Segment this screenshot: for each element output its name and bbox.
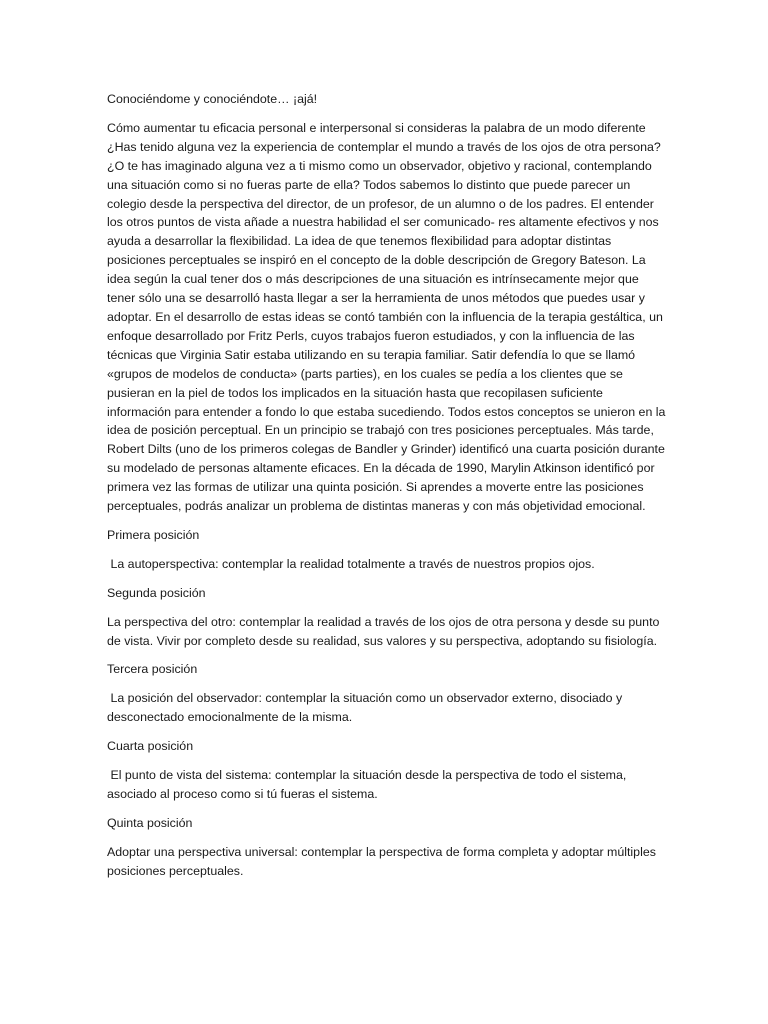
section-heading-primera: Primera posición xyxy=(107,527,200,542)
section-text-quinta: Adoptar una perspectiva universal: contemplar la perspectiva de forma completa y adoptar múltiples posiciones perceptuales. xyxy=(107,844,656,878)
document-page xyxy=(107,90,667,891)
section-heading-segunda: Segunda posición xyxy=(107,585,206,600)
section-text-cuarta: El punto de vista del sistema: contemplar la situación desde la perspectiva de todo el sistema, asociado al proceso como si tú fueras el sistema. xyxy=(107,768,627,801)
intro-paragraph: Cómo aumentar tu eficacia personal e interpersonal si consideras la palabra de un modo diferente ¿Has tenido alguna vez la experiencia de contemplar el mundo a través de los ojos de otra persona? ¿O te has imaginado alguna vez a ti mismo como un observador, objetivo y racional, contemplando una situación como si no fueras parte de ella? Todos sabemos lo distinto que puede parecer un colegio desde la perspectiva del director, de un profesor, de un alumno o de los padres. El entender los otros puntos de vista añade a nuestra habilidad el ser comunicado- res altamente efectivos y nos ayuda a desarrollar la flexibilidad. La idea de que tenemos flexibilidad para adoptar distintas posiciones perceptuales se inspiró en el concepto de la doble descripción de Gregory Bateson. La idea según la cual tener dos o más descripciones de una situación es intrínsecamente mejor que tener sólo una se desarrolló hasta llegar a ser la herramienta de unos métodos que puedes usar y adoptar. En el desarrollo de estas ideas se contó también con la influencia de la terapia gestáltica, un enfoque desarrollado por Fritz Perls, cuyos trabajos fueron estudiados, y con la influencia de las técnicas que Virginia Satir estaba utilizando en su terapia familiar. Satir defendía lo que se llamó «grupos de modelos de conducta» (parts parties), en los cuales se pedía a los clientes que se pusieran en la piel de todos los implicados en la situación hasta que recopilasen suficiente información para entender a fondo lo que estaba sucediendo. Todos estos conceptos se unieron en la idea de posición perceptual. En un principio se trabajó con tres posiciones perceptuales. Más tarde, Robert Dilts (uno de los primeros colegas de Bandler y Grinder) identificó una cuarta posición durante su modelado de personas altamente eficaces. En la década de 1990, Marylin Atkinson identificó por primera vez las formas de utilizar una quinta posición. Si aprendes a moverte entre las posiciones perceptuales, podrás analizar un problema de distintas maneras y con más objetividad emocional. xyxy=(107,120,666,514)
section-text-segunda: La perspectiva del otro: contemplar la realidad a través de los ojos de otra persona y desde su punto de vista. Vivir por completo desde su realidad, sus valores y su perspectiva, adoptando su fisiología. xyxy=(107,614,660,648)
document-title: Conociéndome y conociéndote… ¡ajá! xyxy=(107,92,318,106)
section-heading-tercera: Tercera posición xyxy=(107,662,198,677)
section-text-primera: La autoperspectiva: contemplar la realidad totalmente a través de nuestros propios ojos. xyxy=(110,556,595,571)
section-heading-cuarta: Cuarta posición xyxy=(107,739,194,754)
section-heading-quinta: Quinta posición xyxy=(107,815,193,830)
section-text-tercera: La posición del observador: contemplar la situación como un observador externo, disociado y desconectado emocionalmente de la misma. xyxy=(107,691,623,725)
